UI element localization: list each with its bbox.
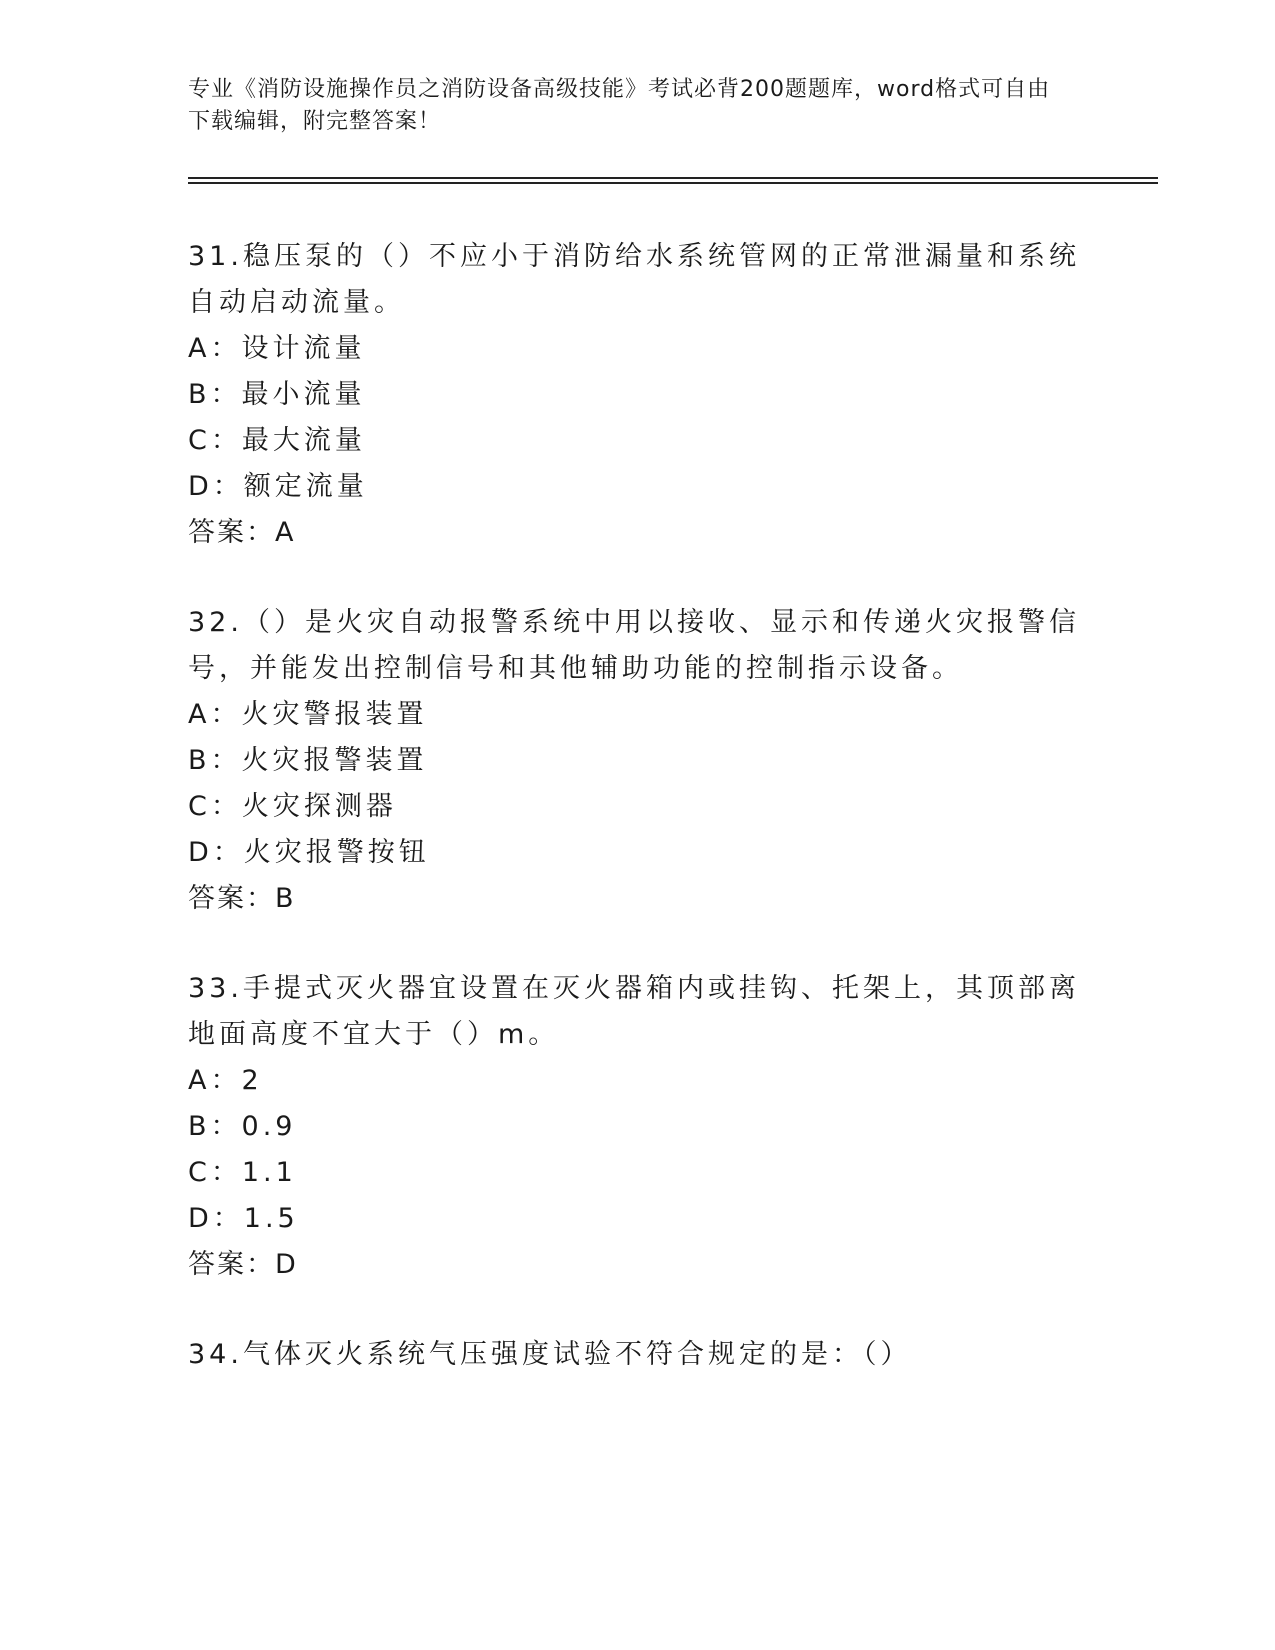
option-b: B：0.9 bbox=[188, 1111, 297, 1142]
option-d: D：火灾报警按钮 bbox=[188, 837, 430, 868]
option-c: C：1.1 bbox=[188, 1157, 297, 1188]
header-divider-bottom bbox=[188, 182, 1158, 184]
option-c: C：火灾探测器 bbox=[188, 791, 397, 822]
answer: 答案：B bbox=[188, 883, 296, 914]
option-b: B：火灾报警装置 bbox=[188, 745, 428, 776]
option-c: C：最大流量 bbox=[188, 425, 366, 456]
option-d: D：1.5 bbox=[188, 1203, 299, 1234]
question-32 bbox=[188, 600, 1088, 922]
option-a: A：设计流量 bbox=[188, 333, 366, 364]
question-31 bbox=[188, 234, 1088, 556]
question-stem: 31.稳压泵的（）不应小于消防给水系统管网的正常泄漏量和系统自动启动流量。 bbox=[188, 241, 1080, 318]
answer: 答案：A bbox=[188, 517, 296, 548]
option-a: A：火灾警报装置 bbox=[188, 699, 428, 730]
question-33 bbox=[188, 966, 1088, 1288]
answer: 答案：D bbox=[188, 1249, 298, 1280]
question-34 bbox=[188, 1332, 1088, 1378]
option-b: B：最小流量 bbox=[188, 379, 366, 410]
option-d: D：额定流量 bbox=[188, 471, 368, 502]
document-header: 专业《消防设施操作员之消防设备高级技能》考试必背200题题库，word格式可自由下载编辑，附完整答案！ bbox=[188, 77, 1051, 134]
header-divider-top bbox=[188, 177, 1158, 179]
option-a: A：2 bbox=[188, 1065, 263, 1096]
question-stem: 32.（）是火灾自动报警系统中用以接收、显示和传递火灾报警信号，并能发出控制信号和其他辅助功能的控制指示设备。 bbox=[188, 607, 1080, 684]
question-stem: 34.气体灭火系统气压强度试验不符合规定的是：（） bbox=[188, 1339, 912, 1370]
question-stem: 33.手提式灭火器宜设置在灭火器箱内或挂钩、托架上，其顶部离地面高度不宜大于（）m。 bbox=[188, 973, 1080, 1050]
